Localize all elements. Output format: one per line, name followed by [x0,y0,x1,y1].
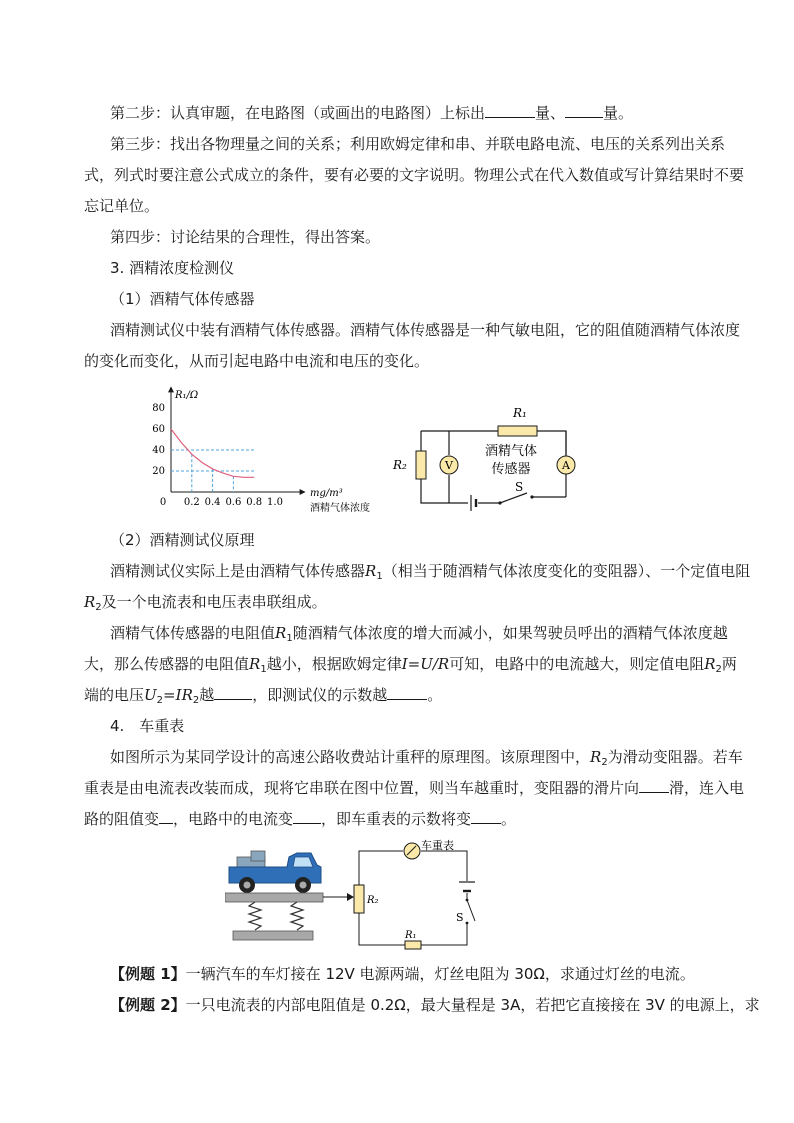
switch-icon [500,493,527,503]
alcohol-tester-circuit [385,395,585,515]
section4-title: 4. 车重表 [110,717,185,735]
resistance-concentration-chart [145,383,390,518]
section3-p3-line1: 酒精气体传感器的电阻值$R_1$随酒精气体浓度的增大而减小，如果驾驶员呼出的酒精气体浓度越 [110,624,728,644]
blank [293,809,321,824]
section3-title: 3. 酒精浓度检测仪 [110,259,235,277]
truck-scale-diagram [225,835,495,950]
x-tick-label: 1.0 [267,497,283,508]
section3-p3-line2: 大，那么传感器的电阻值$R_1$越小，根据欧姆定律I=U/R可知，电路中的电流越大，则定值电阻$R_2$两 [84,655,737,675]
scale-platform [225,893,323,902]
x-tick-label: 0.6 [225,497,242,508]
step3-line3: 忘记单位。 [84,197,160,215]
section3-p1-line2: 的变化而变化，从而引起电路中电流和电压的变化。 [84,352,430,370]
section3-p2-line1: 酒精测试仪实际上是由酒精气体传感器$R_1$（相当于随酒精气体浓度变化的变阻器）、一个定值电阻 [110,562,751,582]
blank [485,103,535,118]
r2-label: R₂ [393,458,407,472]
section3-p3-line3: 端的电压$U_2=IR_2$越 ，即测试仪的示数越 。 [84,686,443,706]
switch-icon [467,900,475,921]
blank [565,103,603,118]
switch-label: S [515,480,524,494]
blank [214,685,252,700]
truck-icon [229,851,321,893]
step3-line2: 式，列式时要注意公式成立的条件，要有必要的文字说明。物理公式在代入数值或写计算结果时不要 [84,166,745,184]
svg-text:A: A [562,459,570,472]
section4-line2: 重表是由电流表改装而成，现将它串联在图中位置，则当车越重时，变阻器的滑片向 滑，连入电 [84,779,745,797]
y-tick-label: 80 [152,403,165,414]
scale-base [233,931,313,940]
y-tick-label: 20 [152,466,165,477]
blank [471,809,501,824]
example-2: 【例题 2】一只电流表的内部电阻值是 0.2Ω，最大量程是 3A，若把它直接接在 3V 的电源上，求 [110,996,760,1014]
guide-lines [171,450,254,492]
r1-label: R₁ [513,406,527,420]
y-axis-label: R₁/Ω [175,390,199,401]
weight-meter-icon [404,843,420,859]
wire [359,913,405,945]
x-tick-label: 0.4 [204,497,221,508]
step2-line: 第二步：认真审题，在电路图（或画出的电路图）上标出 量、 量。 [110,104,634,122]
wire [421,851,467,881]
sensor-label: 传感器 [491,462,531,477]
x-axis-unit: mg/m³ [310,488,343,499]
svg-text:S: S [456,911,464,924]
section4-line3: 路的阻值变 ，电路中的电流变 ，即车重表的示数将变 。 [84,810,517,828]
x-axis-caption: 酒精气体浓度 [310,503,370,514]
resistor-r2 [416,451,426,479]
wire [359,851,403,885]
section3-p2-line2: $R_2$及一个电流表和电压表串联组成。 [84,593,327,613]
svg-text:V: V [445,459,453,472]
section3-p1-line1: 酒精测试仪中装有酒精气体传感器。酒精气体传感器是一种气敏电阻，它的阻值随酒精气体浓度 [110,321,741,339]
blank [639,778,669,793]
spring-icon [249,902,261,930]
resistor-r1 [405,941,421,949]
svg-text:R₂: R₂ [367,895,379,906]
blank [387,685,427,700]
x-tick-label: 0 [159,497,167,508]
wire [421,923,467,945]
x-tick-label: 0.2 [183,497,200,508]
section3-sub1: （1）酒精气体传感器 [110,290,255,308]
svg-text:R₁: R₁ [405,930,417,941]
blank [159,809,173,824]
step4-line: 第四步：讨论结果的合理性，得出答案。 [110,228,381,246]
y-tick-label: 40 [152,445,165,456]
step3-line1: 第三步：找出各物理量之间的关系；利用欧姆定律和串、并联电路电流、电压的关系列出关系 [110,135,726,153]
section3-sub2: （2）酒精测试仪原理 [110,531,255,549]
x-tick-labels [160,497,283,508]
spring-icon [291,902,303,930]
y-tick-labels [152,403,165,477]
sensor-label: 酒精气体 [484,444,538,459]
y-tick-label: 60 [152,424,165,435]
example-1: 【例题 1】一辆汽车的车灯接在 12V 电源两端，灯丝电阻为 30Ω，求通过灯丝的电流。 [110,965,695,983]
resistor-r1 [498,426,537,436]
x-tick-label: 0.8 [246,497,263,508]
section4-line1: 如图所示为某同学设计的高速公路收费站计重秤的原理图。该原理图中，$R_2$为滑动变阻器。若车 [110,748,743,768]
meter-label: 车重表 [421,839,454,852]
rheostat-r2 [354,885,364,913]
